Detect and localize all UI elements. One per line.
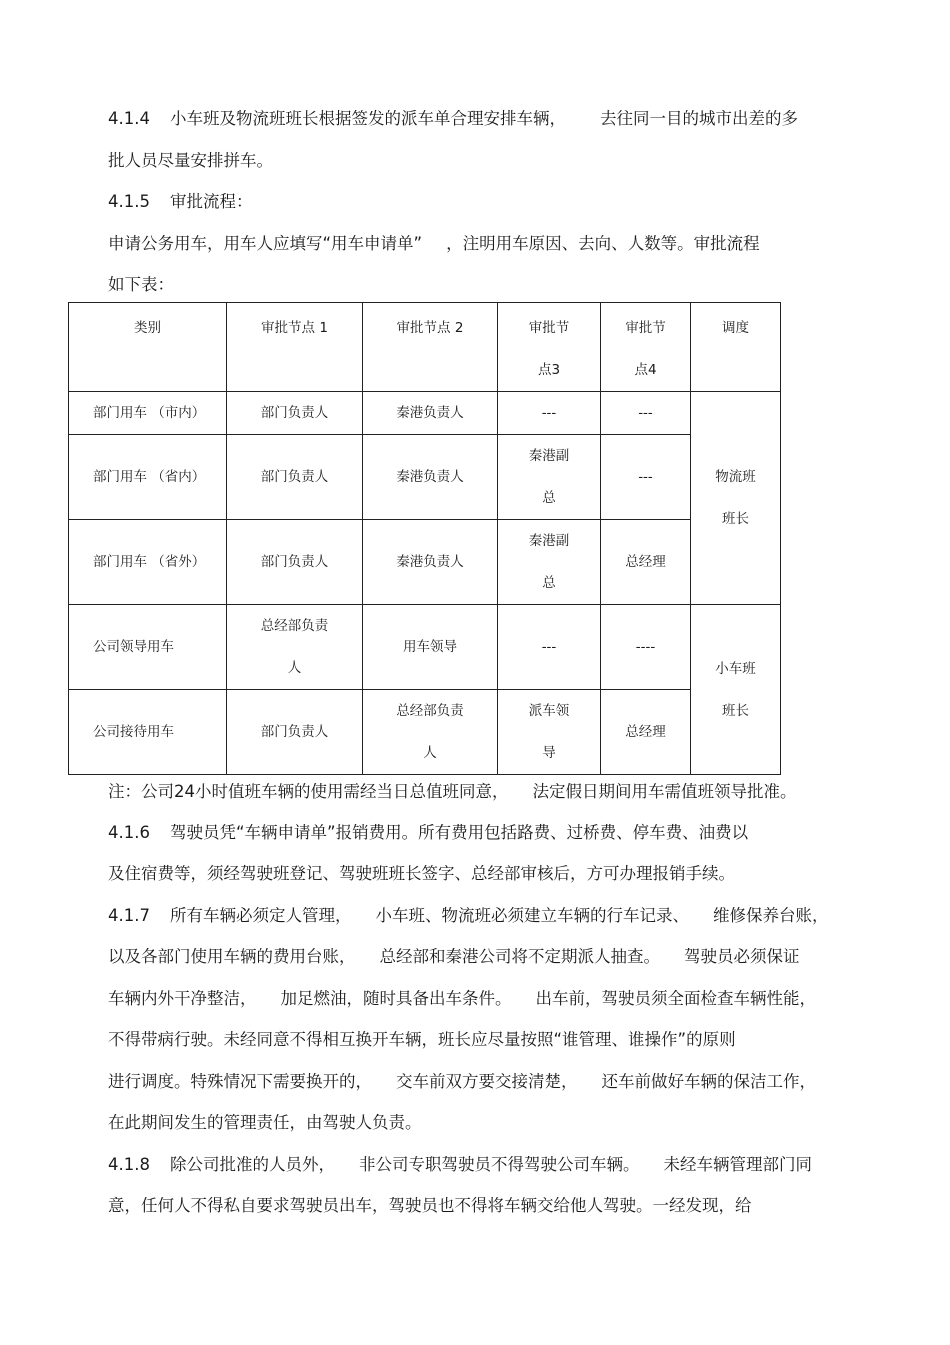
para-417-line-1: 4.1.7 所有车辆必须定人管理， 小车班、物流班必须建立车辆的行车记录、 维修保养台账， <box>108 906 829 925</box>
para-416-line-1: 4.1.6 驾驶员凭“车辆申请单”报销费用。所有费用包括路费、过桥费、停车费、油费以 <box>108 823 749 842</box>
row-node-2: 秦港负责人 <box>363 520 498 605</box>
row-node-1: 部门负责人 <box>227 520 363 605</box>
row-node-2: 秦港负责人 <box>363 435 498 520</box>
para-417-line-6: 在此期间发生的管理责任，由驾驶人负责。 <box>108 1113 422 1132</box>
approval-flow-table <box>68 302 781 775</box>
row-node-2: 用车领导 <box>363 605 498 690</box>
row-category: 部门用车 （省内） <box>69 435 227 520</box>
row-category: 公司领导用车 <box>69 605 227 690</box>
section-number: 4.1.7 <box>108 906 150 925</box>
table-row <box>69 605 781 690</box>
row-node-4: --- <box>601 392 691 435</box>
row-node-1: 部门负责人 <box>227 435 363 520</box>
section-number: 4.1.8 <box>108 1155 150 1174</box>
row-node-4: --- <box>601 435 691 520</box>
para-417-line-3: 车辆内外干净整洁， 加足燃油，随时具备出车条件。 出车前，驾驶员须全面检查车辆性能， <box>108 989 816 1008</box>
header-dispatch: 调度 <box>691 303 781 392</box>
row-node-1: 总经部负责 人 <box>227 605 363 690</box>
row-node-1: 部门负责人 <box>227 690 363 775</box>
note-line: 注：公司24小时值班车辆的使用需经当日总值班同意， 法定假日期间用车需值班领导批准。 <box>108 782 797 801</box>
header-category: 类别 <box>69 303 227 392</box>
para-417-line-5: 进行调度。特殊情况下需要换开的， 交车前双方要交接清楚， 还车前做好车辆的保洁工作， <box>108 1072 816 1091</box>
row-node-4: 总经理 <box>601 520 691 605</box>
para-415-heading: 4.1.5 审批流程： <box>108 192 253 211</box>
header-node-1: 审批节点 1 <box>227 303 363 392</box>
row-node-3: 秦港副 总 <box>498 435 601 520</box>
dispatch-car-team: 小车班 班长 <box>691 605 781 775</box>
para-418-line-1: 4.1.8 除公司批准的人员外， 非公司专职驾驶员不得驾驶公司车辆。 未经车辆管理部门同 <box>108 1155 812 1174</box>
table-row <box>69 392 781 435</box>
header-node-3: 审批节 点3 <box>498 303 601 392</box>
para-415-line-2: 如下表： <box>108 275 174 294</box>
para-416-line-2: 及住宿费等，须经驾驶班登记、驾驶班班长签字、总经部审核后，方可办理报销手续。 <box>108 864 735 883</box>
dispatch-logistics: 物流班 班长 <box>691 392 781 605</box>
table-row <box>69 520 781 605</box>
header-node-2: 审批节点 2 <box>363 303 498 392</box>
row-category: 部门用车 （市内） <box>69 392 227 435</box>
row-node-2: 总经部负责 人 <box>363 690 498 775</box>
row-node-3: --- <box>498 392 601 435</box>
row-node-3: 秦港副 总 <box>498 520 601 605</box>
row-node-3: --- <box>498 605 601 690</box>
row-node-4: 总经理 <box>601 690 691 775</box>
para-417-line-2: 以及各部门使用车辆的费用台账， 总经部和秦港公司将不定期派人抽查。 驾驶员必须保证 <box>108 947 800 966</box>
table-header-row <box>69 303 781 392</box>
para-414-line-2: 批人员尽量安排拼车。 <box>108 151 273 170</box>
section-number: 4.1.5 <box>108 192 150 211</box>
row-node-3: 派车领 导 <box>498 690 601 775</box>
section-number: 4.1.6 <box>108 823 150 842</box>
table-row <box>69 690 781 775</box>
row-node-4: ---- <box>601 605 691 690</box>
header-node-4: 审批节 点4 <box>601 303 691 392</box>
para-415-line-1: 申请公务用车，用车人应填写“用车申请单” ，注明用车原因、去向、人数等。审批流程 <box>108 234 760 253</box>
row-node-2: 秦港负责人 <box>363 392 498 435</box>
para-418-line-2: 意，任何人不得私自要求驾驶员出车，驾驶员也不得将车辆交给他人驾驶。一经发现，给 <box>108 1196 752 1215</box>
row-node-1: 部门负责人 <box>227 392 363 435</box>
row-category: 部门用车 （省外） <box>69 520 227 605</box>
row-category: 公司接待用车 <box>69 690 227 775</box>
para-414-line-1: 4.1.4 小车班及物流班班长根据签发的派车单合理安排车辆， 去往同一目的城市出差的多 <box>108 109 798 128</box>
table-row <box>69 435 781 520</box>
para-417-line-4: 不得带病行驶。未经同意不得相互换开车辆，班长应尽量按照“谁管理、谁操作”的原则 <box>108 1030 736 1049</box>
section-number: 4.1.4 <box>108 109 150 128</box>
